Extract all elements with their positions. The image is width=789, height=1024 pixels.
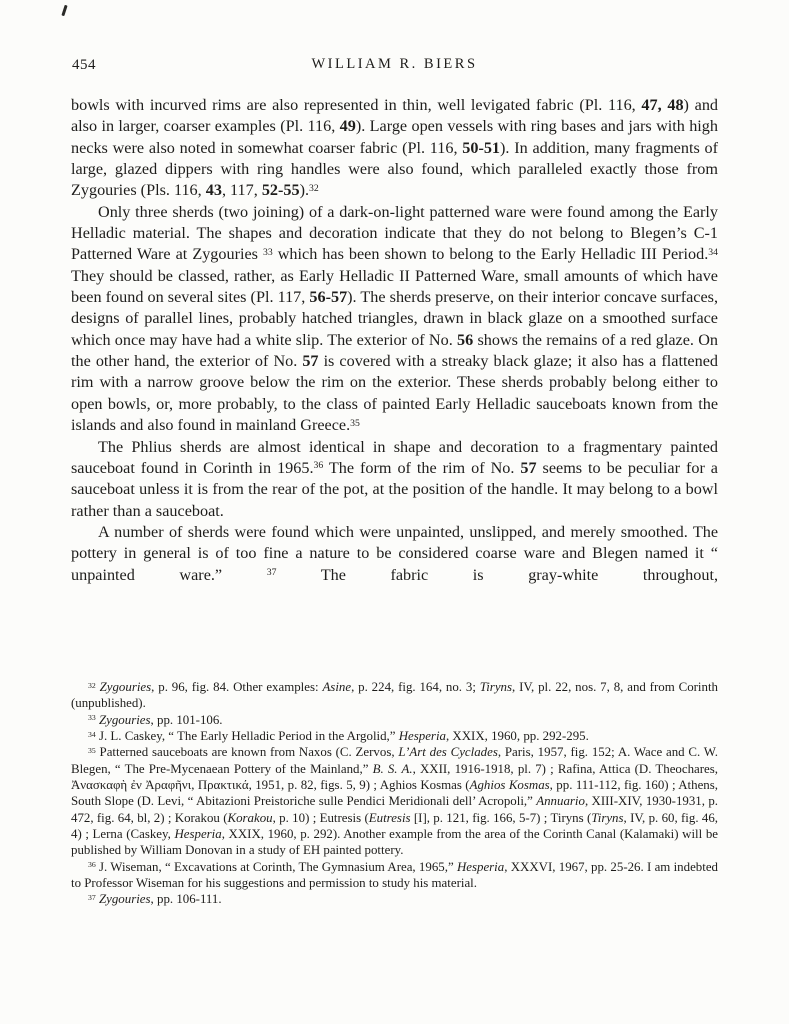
text-run: J. L. Caskey, “ The Early Helladic Period in the Argolid,”: [95, 729, 399, 744]
text-run: bowls with incurved rims are also represented in thin, well levigated fabric (Pl. 116,: [71, 96, 642, 114]
footnote-marker: 35: [88, 745, 96, 755]
footnote-marker: 32: [88, 680, 96, 690]
text-run: is covered with a streaky black glaze; it also has a flattened rim with a narrow groove below the rim on the exterior. These sherds probably belong either to open bowls, or, more probably, to the class of painted Early Helladic sauceboats known from the islands and also found in mainland Greece.: [71, 352, 718, 435]
text-run: 50-51: [462, 138, 501, 157]
paragraph: [71, 95, 718, 202]
footnote-marker: 37: [266, 567, 277, 579]
text-run: , XXIX, 1960, p. 292). Another example from the area of the Corinth Canal (Kalamaki) will be published by William Donovan in a study of EH painted pottery.: [71, 827, 718, 858]
text-run: , pp. 111-112, fig. 160) ; Athens, South Slope (D. Levi, “ Abitazioni Preistoriche sulle Pendici Meridionali dell’ Acropoli,”: [71, 778, 718, 809]
text-run: Zygouries: [98, 712, 151, 727]
footnote-marker: 33: [262, 247, 273, 259]
footnote-marker: 37: [88, 893, 96, 902]
text-run: 56-57: [309, 288, 348, 307]
text-run: ). In addition, many fragments of large, glazed dippers with ring handles were also found, which paralleled exactly those from Zygouries (Pls. 116,: [71, 138, 718, 200]
footnote-marker: 32: [309, 183, 319, 195]
page-number: 454: [72, 57, 96, 73]
text-run: 57: [520, 458, 537, 477]
footnote-marker: 34: [708, 247, 718, 259]
text-run: Tiryns: [479, 680, 513, 694]
text-run: , p. 96, fig. 84. Other examples:: [151, 680, 323, 694]
text-run: Eutresis: [368, 810, 411, 825]
text-run: ). The sherds preserve, on their interior concave surfaces, designs of parallel lines, probably hatched triangles, drawn in black glaze on a smoothed surface which once may have had a white slip. The exterior of No.: [71, 288, 718, 349]
text-run: Patterned sauceboats are known from Naxos (C. Zervos,: [95, 745, 399, 760]
text-run: shows the remains of a red glaze. On the other hand, the exterior of No.: [71, 330, 718, 371]
text-run: 47, 48: [641, 96, 684, 114]
text-run: Zygouries: [99, 680, 152, 694]
running-title: WILLIAM R. BIERS: [311, 56, 478, 72]
text-run: Asine: [322, 680, 352, 694]
text-run: They should be classed, rather, as Early Helladic II Patterned Ware, small amounts of which have been found on several sites (Pl. 117,: [71, 266, 718, 307]
text-run: The Phlius sherds are almost identical in shape and decoration to a fragmentary painted sauceboat found in Corinth in 1965.: [71, 437, 718, 477]
footnote: [71, 859, 718, 892]
text-run: , IV, pl. 22, nos. 7, 8, and from Corinth (unpublished).: [71, 680, 718, 711]
text-run: ).: [299, 181, 310, 200]
text-run: , pp. 101-106.: [150, 712, 223, 727]
paragraph: [71, 202, 718, 437]
text-run: , Paris, 1957, fig. 152; A. Wace and C. W. Blegen, “ The Pre-Mycenaean Pottery of the Mainland,”: [71, 745, 718, 776]
text-run: B. S. A.: [372, 761, 413, 776]
text-run: Hesperia: [456, 859, 505, 874]
text-run: Hesperia: [174, 827, 222, 842]
text-run: , IV, p. 60, fig. 46, 4) ; Lerna (Caskey,: [71, 810, 719, 842]
text-run: The form of the rim of No.: [323, 458, 521, 477]
footnote-marker: 34: [88, 729, 96, 739]
footnote: [71, 744, 718, 858]
text-run: 57: [302, 352, 319, 371]
text-run: ). Large open vessels with ring bases and jars with high necks were also noted in somewhat coarser fabric (Pl. 116,: [71, 117, 718, 157]
text-run: , XXII, 1916-1918, pl. 7) ; Rafina, Attica (D. Theochares, Ἀνασκαφὴ ἐν Ἀραφῆνι, Πρακτικά, 1951, p. 82, figs. 5, 9) ; Aghios Kosmas (: [71, 761, 719, 793]
text-run: Annuario: [536, 794, 585, 809]
body-text: [71, 95, 718, 586]
text-run: which has been shown to belong to the Early Helladic III Period.: [272, 245, 709, 264]
footnote: [71, 679, 718, 712]
text-run: Only three sherds (two joining) of a dark-on-light patterned ware were found among the Early Helladic material. The shapes and decoration indicate that they do not belong to Blegen’s C-1 Patterned Ware at Zygouries: [71, 202, 718, 264]
text-run: 49: [339, 117, 356, 136]
footnote-marker: 33: [88, 713, 96, 723]
paragraph: [71, 437, 718, 522]
footnote: [71, 891, 718, 907]
footnote-marker: 36: [88, 860, 96, 870]
text-run: 43: [205, 181, 222, 200]
text-run: Aghios Kosmas: [469, 778, 550, 793]
text-run: J. Wiseman, “ Excavations at Corinth, The Gymnasium Area, 1965,”: [95, 859, 457, 874]
text-run: [I], p. 121, fig. 166, 5-7) ; Tiryns (: [410, 810, 592, 825]
footnotes: [71, 679, 718, 908]
text-run: ) and also in larger, coarser examples (Pl. 116,: [71, 96, 719, 136]
paragraph: [71, 522, 718, 586]
text-run: seems to be peculiar for a sauceboat unless it is from the rear of the pot, at the position of the handle. It may belong to a bowl rather than a sauceboat.: [71, 458, 718, 520]
text-run: Zygouries: [98, 892, 151, 907]
footnote: [71, 712, 718, 728]
text-run: , 117,: [221, 181, 262, 200]
text-run: , XIII-XIV, 1930-1931, p. 472, fig. 64, bl, 2) ; Korakou (: [71, 794, 718, 825]
footnote-marker: 35: [350, 417, 360, 429]
text-run: , pp. 106-111.: [150, 892, 222, 907]
text-run: , p. 224, fig. 164, no. 3;: [351, 680, 480, 694]
page-header: [71, 56, 718, 74]
footnote-marker: 36: [313, 460, 324, 472]
text-run: 52-55: [261, 181, 300, 200]
text-run: Tiryns: [591, 810, 624, 825]
text-run: , XXXVI, 1967, pp. 25-26. I am indebted to Professor Wiseman for his suggestions and permission to study his material.: [71, 859, 718, 891]
text-run: L’Art des Cyclades: [398, 745, 498, 760]
text-run: 56: [457, 330, 474, 349]
text-run: Hesperia: [398, 729, 446, 744]
text-run: Korakou: [227, 810, 273, 825]
footnote: [71, 728, 718, 744]
text-run: , XXIX, 1960, pp. 292-295.: [445, 729, 589, 744]
scan-artifact: [61, 5, 67, 16]
text-run: A number of sherds were found which were unpainted, unslipped, and merely smoothed. The pottery in general is of too fine a nature to be considered coarse ware and Blegen named it “ unpainted ware.”: [71, 522, 718, 584]
text-run: The fabric is gray-white throughout,: [276, 565, 718, 584]
text-run: , p. 10) ; Eutresis (: [272, 810, 369, 825]
